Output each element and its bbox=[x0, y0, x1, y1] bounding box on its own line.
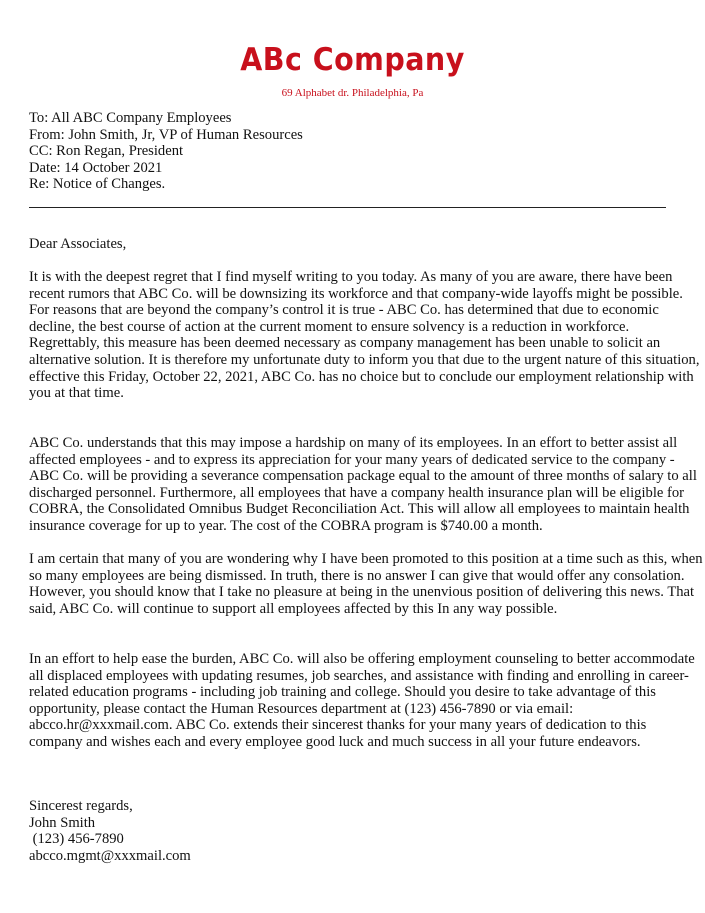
header-divider bbox=[29, 207, 666, 208]
paragraph-line: affected employees - and to express its appreciation for your many years of dedicated service to the company - bbox=[29, 451, 675, 468]
paragraph-line: insurance coverage for up to year. The cost of the COBRA program is $740.00 a month. bbox=[29, 517, 543, 534]
paragraph-line: decline, the best course of action at the current moment to ensure solvency is a reduction in workforce. bbox=[29, 318, 630, 335]
paragraph-line: discharged personnel. Furthermore, all employees that have a company health insurance plan will be eligible for bbox=[29, 484, 685, 501]
paragraph-line: Regrettably, this measure has been deemed necessary as company management has been unable to solicit an bbox=[29, 335, 661, 352]
memo-cc: CC: Ron Regan, President bbox=[29, 143, 184, 160]
company-address: 69 Alphabet dr. Philadelphia, Pa bbox=[281, 87, 424, 99]
paragraph-line: recent rumors that ABC Co. will be downsizing its workforce and that company-wide layoffs might be possible. bbox=[29, 285, 683, 302]
closing-block bbox=[29, 798, 679, 864]
paragraph-line: COBRA, the Consolidated Omnibus Budget Reconciliation Act. This will allow all employees to maintain health bbox=[29, 501, 690, 518]
paragraph-line: However, you should know that I take no pleasure at being in the unenvious position of delivering this news. That bbox=[29, 584, 695, 601]
memo-subject: Re: Notice of Changes. bbox=[29, 176, 166, 193]
valediction: Sincerest regards, bbox=[29, 798, 133, 814]
paragraph-line: effective this Friday, October 22, 2021, ABC Co. has no choice but to conclude our employment relationship with bbox=[29, 368, 694, 385]
paragraph-line: I am certain that many of you are wondering why I have been promoted to this position at a time such as this, when bbox=[29, 551, 703, 567]
paragraph-line: ABC Co. will be providing a severance compensation package equal to the amount of three months of salary to all bbox=[29, 468, 697, 485]
memo-header bbox=[29, 110, 303, 193]
paragraph-line: so many employees are being dismissed. In truth, there is no answer I can give that would offer any consolation. bbox=[29, 567, 685, 584]
paragraph-line: abcco.hr@xxxmail.com. ABC Co. extends their sincerest thanks for your many years of dedication to this bbox=[29, 717, 647, 734]
paragraph-line: said, ABC Co. will continue to support all employees affected by this In any way possible. bbox=[29, 600, 558, 617]
paragraph-severance bbox=[29, 435, 697, 535]
paragraph-line: all displaced employees with updating resumes, job searches, and assistance with finding and enrolling in career- bbox=[29, 667, 689, 684]
salutation: Dear Associates, bbox=[29, 236, 127, 252]
paragraph-line: It is with the deepest regret that I find myself writing to you today. As many of you are aware, there have been bbox=[29, 269, 673, 285]
memo-date: Date: 14 October 2021 bbox=[29, 159, 163, 176]
paragraph-line: opportunity, please contact the Human Resources department at (123) 456-7890 or via email: bbox=[29, 700, 574, 717]
signer-phone: (123) 456-7890 bbox=[29, 831, 124, 848]
memo-from: From: John Smith, Jr, VP of Human Resources bbox=[29, 126, 303, 143]
memo-to: To: All ABC Company Employees bbox=[29, 110, 232, 126]
paragraph-layoff-notice bbox=[29, 269, 700, 402]
paragraph-counseling bbox=[29, 651, 695, 751]
paragraph-line: company and wishes each and every employee good luck and much success in all your future endeavors. bbox=[29, 733, 641, 750]
paragraph-line: you at that time. bbox=[29, 385, 124, 402]
paragraph-promotion bbox=[29, 551, 703, 617]
signer-email: abcco.mgmt@xxxmail.com bbox=[29, 847, 191, 864]
paragraph-line: For reasons that are beyond the company’s control it is true - ABC Co. has determined that due to economic bbox=[29, 302, 659, 319]
paragraph-line: alternative solution. It is therefore my unfortunate duty to inform you that due to the urgent nature of this situation, bbox=[29, 351, 700, 368]
paragraph-line: ABC Co. understands that this may impose a hardship on many of its employees. In an effort to better assist all bbox=[29, 435, 678, 451]
company-name: ABc Company bbox=[240, 42, 465, 78]
signer-name: John Smith bbox=[29, 814, 96, 831]
paragraph-line: related education programs - including job training and college. Should you desire to take advantage of this bbox=[29, 684, 656, 701]
paragraph-line: In an effort to help ease the burden, ABC Co. will also be offering employment counseling to better accommodate bbox=[29, 651, 695, 667]
